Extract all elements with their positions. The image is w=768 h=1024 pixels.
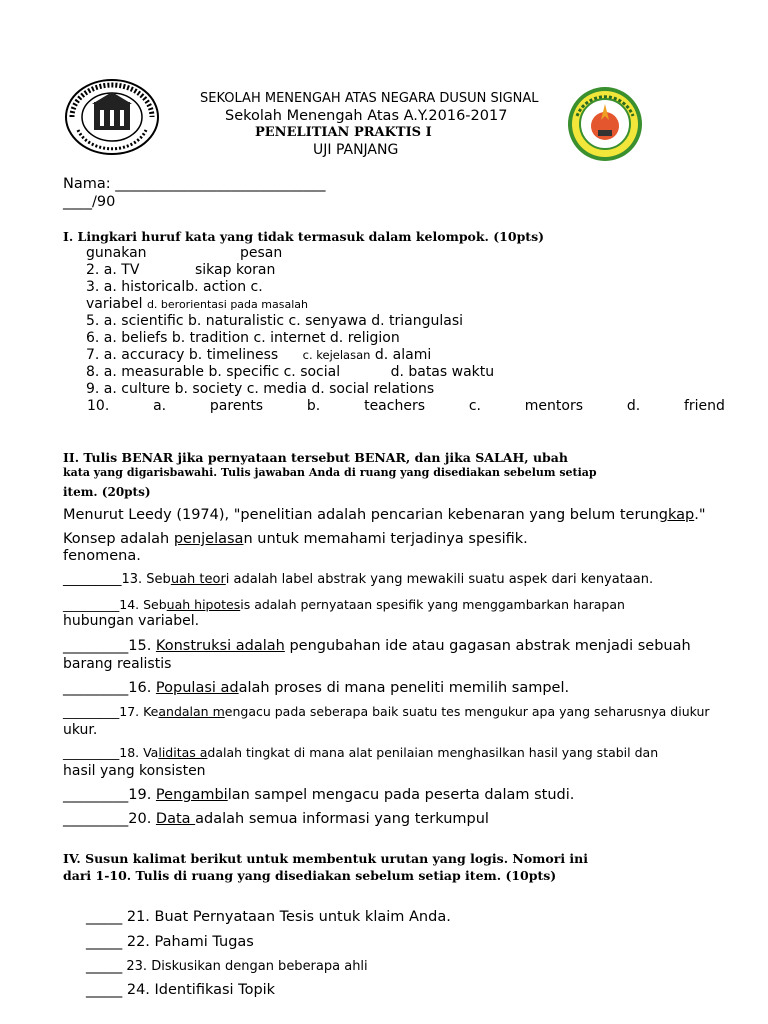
section4-title-line1: IV. Susun kalimat berikut untuk membentuk urutan yang logis. Nomori ini xyxy=(63,851,588,866)
item7-end: d. alami xyxy=(374,347,432,363)
q12-underlined: penjelasa xyxy=(173,531,244,547)
question-14-cont: hubungan variabel. xyxy=(63,613,200,629)
question-item-6: 6. a. beliefs b. tradition c. internet d. religion xyxy=(86,330,400,346)
item3-cont-main: variabel xyxy=(86,296,143,312)
q18-text-end: dalah tingkat di mana alat penilaian menghasilkan hasil yang stabil dan xyxy=(207,745,659,760)
q13-underlined: uah teor xyxy=(170,572,226,587)
q15-text: _________15. xyxy=(63,638,156,654)
question-item-2b: sikap koran xyxy=(195,262,276,278)
school-year: Sekolah Menengah Atas A.Y.2016-2017 xyxy=(225,108,508,124)
question-22: _____ 22. Pahami Tugas xyxy=(86,934,254,950)
question-12-cont: fenomena. xyxy=(63,548,141,564)
question-20 xyxy=(63,811,489,827)
question-23 xyxy=(86,958,368,974)
q12-text: Konsep adalah xyxy=(63,531,174,547)
item7-main: 7. a. accuracy b. timeliness xyxy=(86,347,279,363)
q15-underlined: Konstruksi adalah xyxy=(155,638,285,654)
deped-seal-logo xyxy=(64,78,160,156)
q14-text-end: is adalah pernyataan spesifik yang menggambarkan harapan xyxy=(240,597,625,612)
question-18-cont: hasil yang konsisten xyxy=(63,763,206,779)
q17-text-end: engacu pada seberapa baik suatu tes mengukur apa yang seharusnya diukur xyxy=(224,704,710,719)
q14-text: _________14. Seb xyxy=(63,597,167,612)
q23-text: 23. Diskusikan dengan beberapa ahli xyxy=(126,959,368,974)
q16-underlined: Populasi ad xyxy=(155,680,239,696)
question-12 xyxy=(63,531,528,547)
q23-blank: _____ xyxy=(86,958,123,974)
q17-text: _________17. Ke xyxy=(63,704,159,719)
question-19 xyxy=(63,787,574,803)
q20-underlined: Data xyxy=(155,811,196,827)
q18-text: _________18. Va xyxy=(63,745,159,760)
item10-part: b. xyxy=(306,398,321,414)
question-item-3-cont xyxy=(86,296,308,312)
question-17-cont: ukur. xyxy=(63,722,98,738)
q16-text-end: alah proses di mana peneliti memilih sampel. xyxy=(238,680,570,696)
item8-main: 8. a. measurable b. specific c. social xyxy=(86,364,341,380)
section1-line1-b: pesan xyxy=(240,245,283,261)
section1-title: I. Lingkari huruf kata yang tidak termasuk dalam kelompok. (10pts) xyxy=(63,229,545,244)
item10-part: a. xyxy=(153,398,167,414)
question-21: _____ 21. Buat Pernyataan Tesis untuk klaim Anda. xyxy=(86,909,451,925)
question-15 xyxy=(63,638,691,654)
q18-underlined: liditas a xyxy=(158,745,208,760)
q11-underlined: gkap xyxy=(658,507,695,523)
section2-title-line1: II. Tulis BENAR jika pernyataan tersebut BENAR, dan jika SALAH, ubah xyxy=(63,450,568,465)
question-item-5: 5. a. scientific b. naturalistic c. senyawa d. triangulasi xyxy=(86,313,464,329)
item10-part: teachers xyxy=(364,398,425,414)
school-name: SEKOLAH MENENGAH ATAS NEGARA DUSUN SIGNAL xyxy=(200,91,539,106)
question-24: _____ 24. Identifikasi Topik xyxy=(86,982,276,998)
section2-title-line3: item. (20pts) xyxy=(63,485,151,499)
question-15-cont: barang realistis xyxy=(63,656,172,672)
question-item-9: 9. a. culture b. society c. media d. social relations xyxy=(86,381,435,397)
subject-title: PENELITIAN PRAKTIS I xyxy=(255,125,432,140)
question-18 xyxy=(63,745,658,760)
name-field[interactable]: Nama: _____________________________ xyxy=(63,176,326,192)
item8-end: d. batas waktu xyxy=(390,364,495,380)
question-item-8 xyxy=(86,364,494,380)
section4-title-line2: dari 1-10. Tulis di ruang yang disediakan sebelum setiap item. (10pts) xyxy=(63,868,557,883)
q19-text: _________19. xyxy=(63,787,156,803)
item10-part: d. xyxy=(626,398,641,414)
school-seal-logo xyxy=(567,86,643,162)
q20-text-end: adalah semua informasi yang terkumpul xyxy=(195,811,489,827)
exam-type: UJI PANJANG xyxy=(313,142,399,158)
q15-text-end: pengubahan ide atau gagasan abstrak menjadi sebuah xyxy=(284,638,691,654)
section2-title-line2: kata yang digarisbawahi. Tulis jawaban Anda di ruang yang disediakan sebelum setiap xyxy=(63,466,597,479)
q12-text-end: n untuk memahami terjadinya spesifik. xyxy=(243,531,528,547)
question-item-7 xyxy=(86,347,431,363)
question-item-10 xyxy=(87,398,725,414)
q11-text: Menurut Leedy (1974), "penelitian adalah pencarian kebenaran yang belum terun xyxy=(63,507,659,523)
question-item-2a: 2. a. TV xyxy=(86,262,140,278)
question-11 xyxy=(63,507,706,523)
q19-underlined: Pengambi xyxy=(155,787,228,803)
item7-small: c. kejelasan xyxy=(302,348,371,362)
q19-text-end: lan sampel mengacu pada peserta dalam studi. xyxy=(227,787,575,803)
item3-cont-small: d. berorientasi pada masalah xyxy=(146,298,308,311)
question-17 xyxy=(63,704,710,719)
question-16 xyxy=(63,680,569,696)
q13-text: _________13. Seb xyxy=(63,572,171,587)
q17-underlined: andalan m xyxy=(158,704,225,719)
item10-part: c. xyxy=(468,398,481,414)
item10-part: mentors xyxy=(524,398,584,414)
item10-part: 10. xyxy=(87,398,110,414)
q14-underlined: uah hipotes xyxy=(166,597,241,612)
q13-text-end: i adalah label abstrak yang mewakili suatu aspek dari kenyataan. xyxy=(225,572,654,587)
score-field[interactable]: ____/90 xyxy=(63,194,116,210)
q11-text-end: ." xyxy=(694,507,706,523)
question-13 xyxy=(63,572,653,587)
q20-text: _________20. xyxy=(63,811,156,827)
question-14 xyxy=(63,597,625,612)
question-item-3: 3. a. historicalb. action c. xyxy=(86,279,263,295)
q16-text: _________16. xyxy=(63,680,156,696)
item10-part: friend xyxy=(683,398,725,414)
item10-part: parents xyxy=(209,398,264,414)
section1-line1-a: gunakan xyxy=(86,245,147,261)
